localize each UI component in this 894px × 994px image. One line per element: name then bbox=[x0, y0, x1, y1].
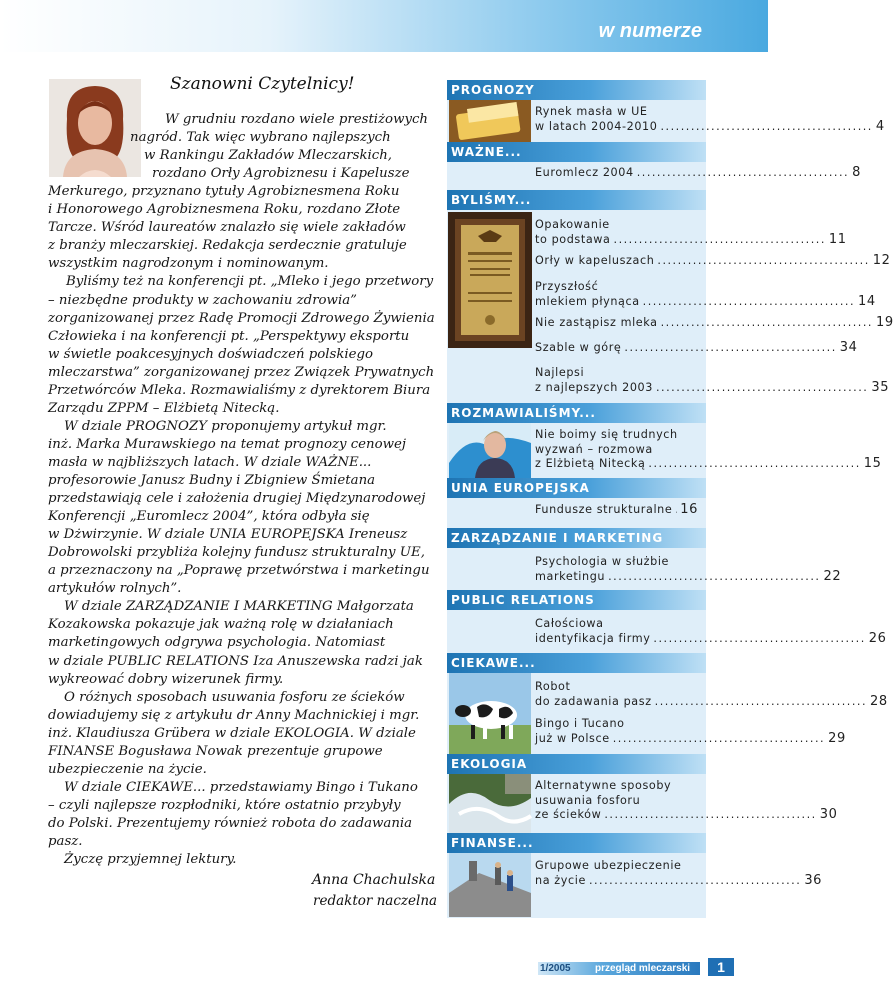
section-public-relations[interactable]: PUBLIC RELATIONS bbox=[447, 590, 706, 610]
toc-entry[interactable]: Najlepsi z najlepszych 2003 .......................................... 35 bbox=[535, 366, 890, 395]
letter-greeting: Szanowni Czytelnicy! bbox=[170, 74, 355, 94]
letter-line: nagród. Tak więc wybrano najlepszych bbox=[130, 130, 391, 146]
letter-line: inż. Marka Murawskiego na temat prognozy cenowej bbox=[48, 436, 406, 452]
section-title: w numerze bbox=[598, 20, 702, 42]
page-number: 1 bbox=[708, 958, 734, 976]
letter-line: dowiadujemy się z artykułu dr Anny Machnickiej i mgr. bbox=[48, 707, 420, 723]
signature-role: redaktor naczelna bbox=[313, 893, 438, 909]
letter-line: przedstawiają cele i założenia drugiej Międzynarodowej bbox=[48, 491, 426, 507]
toc-entry[interactable]: Rynek masła w UE w latach 2004-2010 .......................................... 4 bbox=[535, 105, 885, 134]
letter-line: inż. Klaudiusza Grübera w dziale EKOLOGIA. W dziale bbox=[48, 725, 416, 741]
letter-line: i Honorowego Agrobiznesmena Roku, rozdano Złote bbox=[48, 202, 401, 218]
letter-line: w dziale PUBLIC RELATIONS Iza Anuszewska radzi jak bbox=[48, 653, 423, 669]
letter-line: Dobrowolski przybliża kolejny fundusz strukturalny UE, bbox=[48, 545, 425, 561]
toc-entry[interactable]: Nie zastąpisz mleka .......................................... 19 bbox=[535, 315, 894, 330]
signature-name: Anna Chachulska bbox=[312, 872, 436, 888]
letter-line: zorganizowanej przez Radę Promocji Zdrowego Żywienia bbox=[48, 310, 435, 326]
letter-line: Byliśmy też na konferencji pt. „Mleko i jego przetwory bbox=[66, 274, 434, 290]
award-plaque-photo bbox=[448, 212, 532, 348]
letter-line: z branży mleczarskiej. Redakcja serdecznie gratuluje bbox=[48, 238, 407, 254]
letter-line: Człowieka i na konferencji pt. „Perspektywy eksportu bbox=[48, 328, 410, 344]
letter-line: W dziale ZARZĄDZANIE I MARKETING Małgorzata bbox=[64, 599, 414, 615]
letter-line: – czyli najlepsze rozpłodniki, które ostatnio przybyły bbox=[48, 797, 401, 813]
letter-line: do Polski. Prezentujemy również robota do zadawania bbox=[48, 815, 413, 831]
letter-line: artykułów rolnych”. bbox=[48, 581, 182, 597]
section-wazne[interactable]: WAŻNE... bbox=[447, 142, 706, 162]
letter-line: FINANSE Bogusława Nowak prezentuje grupowe bbox=[48, 743, 383, 759]
letter-line: pasz. bbox=[48, 834, 83, 849]
toc-entry[interactable]: Nie boimy się trudnych wyzwań – rozmowa z Elżbietą Nitecką .......................................... 15 bbox=[535, 428, 882, 471]
section-rozmawialismy[interactable]: ROZMAWIALIŚMY... bbox=[447, 403, 706, 423]
magazine-title: przegląd mleczarski bbox=[595, 963, 691, 974]
toc-entry[interactable]: Fundusze strukturalne 16 bbox=[535, 502, 698, 517]
toc-entry[interactable]: Całościowa identyfikacja firmy .......................................... 26 bbox=[535, 617, 887, 646]
letter-line: Kozakowska pokazuje jak ważną rolę w działaniach bbox=[48, 617, 394, 633]
letter-line: Tarcze. Wśród laureatów znalazło się wiele zakładów bbox=[48, 220, 406, 236]
letter-line: w Dżwirzynie. W dziale UNIA EUROPEJSKA Ireneusz bbox=[48, 527, 408, 543]
letter-line: profesorowie Janusz Budny i Zbigniew Śmietana bbox=[48, 473, 376, 488]
issue-number: 1/2005 bbox=[540, 963, 571, 974]
toc-entry[interactable]: Przyszłość mlekiem płynąca .......................................... 14 bbox=[535, 280, 876, 309]
letter-line: W dziale PROGNOZY proponujemy artykuł mgr. bbox=[64, 418, 387, 434]
wastewater-photo bbox=[449, 774, 531, 833]
toc-entry[interactable]: Orły w kapeluszach .......................................... 12 bbox=[535, 253, 891, 268]
toc-entry[interactable]: Robot do zadawania pasz .......................................... 28 bbox=[535, 680, 888, 709]
letter-line: rozdano Orły Agrobiznesu i Kapelusze bbox=[152, 166, 410, 182]
letter-line: w Rankingu Zakładów Mleczarskich, bbox=[144, 148, 393, 164]
letter-line: mleczarstwa” zorganizowanej przez Związek Prywatnych bbox=[48, 364, 435, 380]
toc-entry[interactable]: Bingo i Tucano już w Polsce .......................................... 29 bbox=[535, 717, 846, 746]
toc-entry[interactable]: Alternatywne sposoby usuwania fosforu ze ścieków .......................................... 30 bbox=[535, 779, 838, 822]
letter-line: – niezbędne produkty w zachowaniu zdrowia” bbox=[48, 292, 357, 308]
section-ciekawe[interactable]: CIEKAWE... bbox=[447, 653, 706, 673]
letter-line: O różnych sposobach usuwania fosforu ze ścieków bbox=[64, 689, 405, 705]
cow-photo bbox=[449, 673, 531, 754]
section-ekologia[interactable]: EKOLOGIA bbox=[447, 754, 706, 774]
editor-portrait bbox=[49, 79, 141, 177]
toc-entry[interactable]: Psychologia w służbie marketingu .......................................... 22 bbox=[535, 555, 842, 584]
letter-line: Przetwórców Mleka. Rozmawialiśmy z dyrektorem Biura bbox=[48, 382, 431, 398]
section-finanse[interactable]: FINANSE... bbox=[447, 833, 706, 853]
letter-line: marketingowych odgrywa psychologia. Natomiast bbox=[48, 635, 386, 651]
letter-line: Konferencji „Euromlecz 2004”, która odbyła się bbox=[48, 509, 370, 525]
letter-line: Zarządu ZPPM – Elżbietą Nitecką. bbox=[48, 400, 280, 416]
interview-photo bbox=[449, 423, 531, 478]
butter-photo bbox=[449, 100, 531, 142]
letter-line: w świetle poakcesyjnych doświadczeń polskiego bbox=[48, 346, 374, 362]
letter-line: a przeznaczony na „Poprawę przetwórstwa i marketingu bbox=[48, 563, 430, 579]
letter-line: wszystkim nagrodzonym i nominowanym. bbox=[48, 256, 329, 272]
toc-entry[interactable]: Szable w górę .......................................... 34 bbox=[535, 340, 858, 355]
toc-entry[interactable]: Grupowe ubezpieczenie na życie .......................................... 36 bbox=[535, 859, 823, 888]
section-zarzadzanie[interactable]: ZARZĄDZANIE I MARKETING bbox=[447, 528, 706, 548]
letter-line: W dziale CIEKAWE... przedstawiamy Bingo i Tukano bbox=[64, 779, 418, 795]
rooftop-photo bbox=[449, 853, 531, 917]
toc-entry[interactable]: Opakowanie to podstawa .......................................... 11 bbox=[535, 218, 847, 247]
letter-line: Merkurego, przyznano tytuły Agrobiznesmena Roku bbox=[48, 184, 400, 200]
letter-line: wykreować dobry wizerunek firmy. bbox=[48, 671, 284, 687]
letter-line: masła w najbliższych latach. W dziale WAŻNE... bbox=[48, 454, 372, 470]
section-prognozy[interactable]: PROGNOZY bbox=[447, 80, 706, 100]
letter-line: W grudniu rozdano wiele prestiżowych bbox=[165, 112, 428, 127]
section-bylismy[interactable]: BYLIŚMY... bbox=[447, 190, 706, 210]
letter-line: ubezpieczenie na życie. bbox=[48, 761, 207, 777]
letter-line: Życzę przyjemnej lektury. bbox=[64, 852, 237, 868]
toc-entry[interactable]: Euromlecz 2004 .......................................... 8 bbox=[535, 165, 861, 180]
section-unia-europejska[interactable]: UNIA EUROPEJSKA bbox=[447, 478, 706, 498]
